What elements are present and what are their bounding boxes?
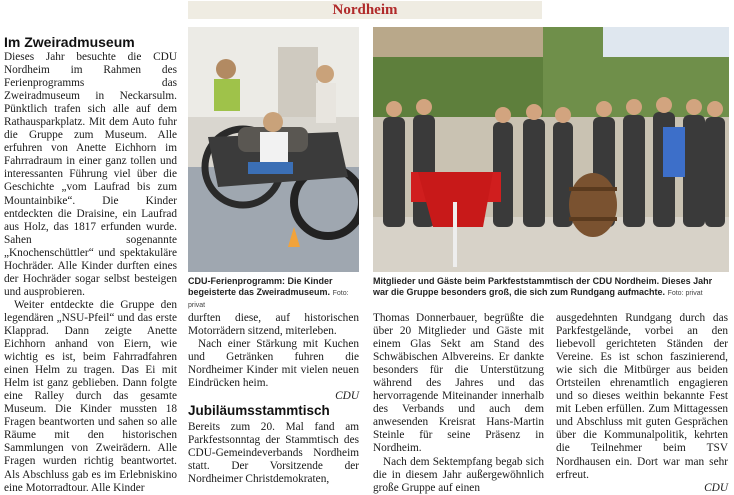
article-paragraph: Nach dem Sektempfang begab sich die in diesem Jahr außergewöhnlich große Gruppe auf einen [373,455,544,494]
author-sign: CDU [335,390,359,403]
article-column-2b [188,421,359,486]
article-paragraph: Thomas Donnerbauer, begrüßte die über 20 Mitglieder und Gäste mit einem Glas Sekt am Stand des Schwäbischen Albvereins. Er dankte besonders für die Unterstützung während des Jahres und das hervorragende Miteinander innerhalb des Verbands und auch dem anwesenden Kreisrat Hans-Martin Steinle für seine Präsenz in Nordheim. [373,312,544,455]
article-paragraph: Weiter entdeckte die Gruppe den legendären „NSU-Pfeil“ und das erste Klapprad. Dann zeigte Anette Eichhorn anhand von Eiern, wie wichtig es ist, beim Fahrradfahren einen Helm zu tragen. Das Ei mit Helm ist ganz geblieben. Dann folgte eine Ralley durch das gesamte Museum. Die Kinder mussten 18 Fragen beantworten und sahen so alle Räume mit den historischen Sammlungen von Zweirädern. Alle Fragen wurden richtig beantwortet. Als Abschluss gab es im Erlebniskino eine Motorradtour. Alle Kinder [4,298,177,494]
author-sign: CDU [704,481,728,494]
photo-credit: Foto: privat [667,290,703,297]
article-column-3 [373,312,544,495]
article-paragraph: Bereits zum 20. Mal fand am Parkfestsonntag der Stammtisch des CDU-Gemeindeverbands Nordheim statt. Der Vorsitzende der Nordheimer Christdemokraten, [188,421,359,486]
section-banner: Nordheim [188,1,542,19]
article-column-2 [188,312,359,403]
article-headline: Im Zweiradmuseum [4,34,135,50]
photo-caption [188,276,359,311]
article-paragraph: Nach einer Stärkung mit Kuchen und Getränken fuhren die Nordheimer Kinder mit vielen neuen Eindrücken heim. [188,338,359,390]
photo-credit: Foto: privat [188,290,349,309]
photo-caption [373,276,729,299]
photo-caption-text: Mitglieder und Gäste beim Parkfeststammtisch der CDU Nordheim. Dieses Jahr war die Gruppe besonders groß, die sich zum Rundgang aufmachte. [373,276,713,297]
photo-caption-text: CDU-Ferienprogramm: Die Kinder begeisterte das Zweiradmuseum. [188,276,333,297]
article-paragraph: durften diese, auf historischen Motorrädern sitzend, miterleben. [188,312,359,338]
group-photo [373,27,729,272]
museum-photo [188,27,359,272]
article-column-4 [556,312,728,495]
article-column-1 [4,51,177,495]
article-headline: Jubiläumsstammtisch [188,403,330,418]
article-paragraph: ausgedehnten Rundgang durch das Parkfestgelände, vorbei an den liebevoll gerichteten Ständen der Vereine. Es ist schon faszinierend, wie sich die Mitbürger aus beiden Ortsteilen ehrenamtlich engagieren und so dieses weithin bekannte Fest mit Leben erfüllen. Zum Mittagessen und Abschluss mit guten Gesprächen über die Kommunalpolitik, kehrten die Teilnehmer beim TSV Nordhausen ein. Dort war man sehr erfreut. [556,312,728,481]
article-paragraph: Dieses Jahr besuchte die CDU Nordheim im Rahmen des Ferienprogramms das Zweiradmuseum in Neckarsulm. Pünktlich trafen sich alle auf dem Rathausparkplatz. Mit dem Auto fuhr die Gruppe zum Museum. Alle erfuhren von Anette Eichhorn im Fahrradraum in einer ganz tollen und interessanten Führung viel über die Geschichte „vom Laufrad bis zum Mountainbike“. Die Kinder entdeckten die Draisine, ein Laufrad aus Holz, das 1817 erfunden wurde. Sahen sogenannte „Knochenschüttler“ und spektakuläre Hochräder. Alle Kinder durften eines der Hochräder sogar selbst besteigen und ausprobieren. [4,51,177,298]
